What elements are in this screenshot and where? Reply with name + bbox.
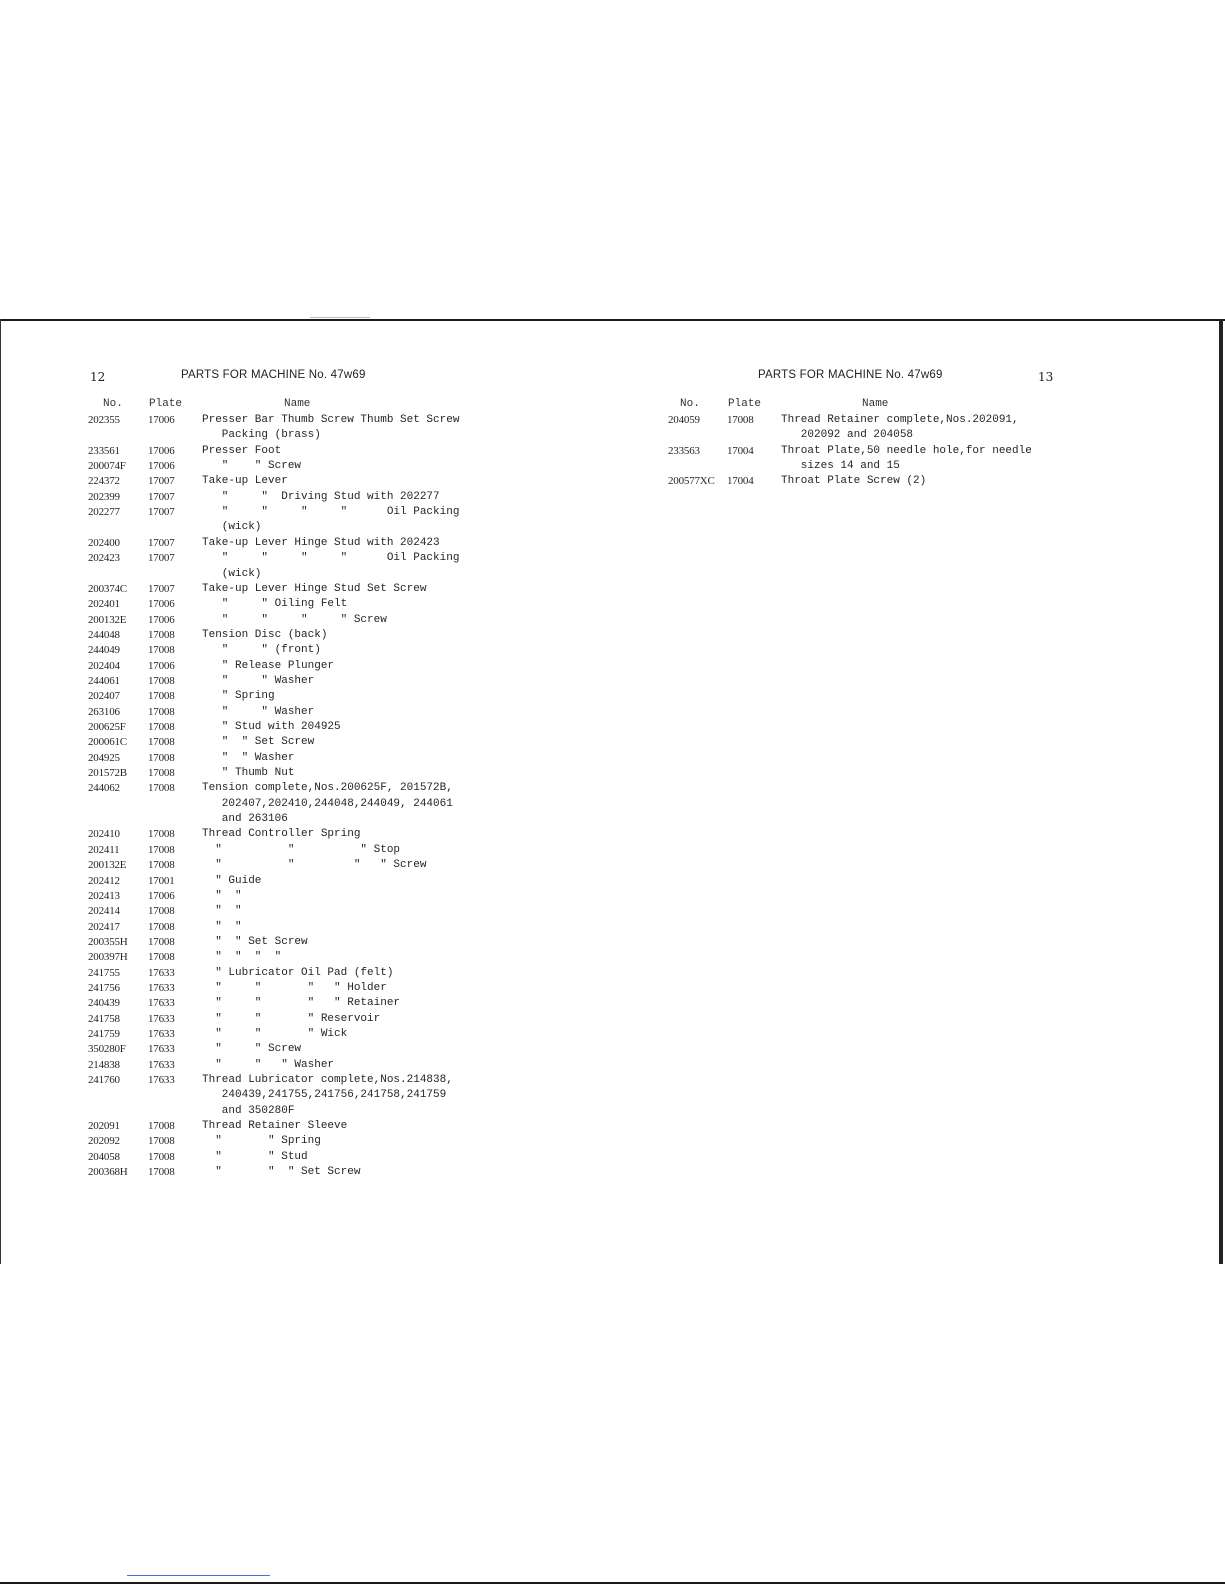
- table-row: [668, 413, 1068, 428]
- part-name: " " " ": [202, 951, 282, 964]
- part-number: 202277: [88, 506, 120, 519]
- plate-number: 17633: [148, 1074, 175, 1087]
- part-number: 201572B: [88, 767, 127, 780]
- plate-number: 17006: [148, 659, 175, 672]
- plate-number: 17008: [148, 843, 175, 856]
- plate-number: 17007: [148, 506, 175, 519]
- part-name: 202407,202410,244048,244049, 244061: [202, 797, 453, 810]
- part-number: 233561: [88, 444, 120, 457]
- part-number: 204925: [88, 751, 120, 764]
- table-row: [88, 827, 488, 842]
- table-row: [88, 720, 488, 735]
- table-row-continuation: [88, 797, 488, 812]
- part-number: 244061: [88, 674, 120, 687]
- part-number: 200397H: [88, 951, 128, 964]
- table-row: [88, 536, 488, 551]
- table-row: [88, 474, 488, 489]
- bottom-link-underline: [127, 1575, 270, 1576]
- plate-number: 17008: [148, 935, 175, 948]
- part-number: 202411: [88, 843, 120, 856]
- part-name: " ": [202, 889, 242, 902]
- part-name: " Stud with 204925: [202, 721, 341, 733]
- part-name: " " (front): [202, 644, 321, 657]
- plate-number: 17008: [148, 721, 175, 733]
- part-number: 204059: [668, 414, 700, 426]
- plate-number: 17633: [148, 1012, 175, 1025]
- table-row: [88, 659, 488, 674]
- table-row: [88, 874, 488, 889]
- column-header-plate: Plate: [728, 398, 762, 410]
- table-row: [88, 889, 488, 904]
- plate-number: 17008: [148, 690, 175, 703]
- column-header-name: Name: [284, 398, 311, 410]
- plate-number: 17001: [148, 874, 175, 887]
- table-row: [88, 1042, 488, 1057]
- part-name: " " Stud: [202, 1150, 308, 1163]
- plate-number: 17008: [148, 1120, 175, 1133]
- plate-number: 17008: [727, 414, 754, 426]
- part-name: " Guide: [202, 874, 262, 887]
- column-header-no: No.: [680, 398, 700, 410]
- table-row-continuation: [668, 428, 1068, 443]
- part-number: 200625F: [88, 721, 126, 733]
- part-number: 202401: [88, 598, 120, 611]
- part-name: Take-up Lever Hinge Stud with 202423: [202, 536, 440, 549]
- part-name: " " Driving Stud with 202277: [202, 490, 440, 503]
- part-name: 202092 and 204058: [781, 429, 914, 442]
- column-header-plate: Plate: [149, 398, 183, 410]
- table-row: [88, 582, 488, 597]
- plate-number: 17633: [148, 997, 175, 1010]
- table-row: [88, 413, 488, 428]
- part-number: 202091: [88, 1120, 120, 1133]
- table-row: [88, 490, 488, 505]
- part-name: (wick): [202, 567, 262, 580]
- plate-number: 17006: [148, 414, 175, 426]
- part-name: Take-up Lever: [202, 475, 288, 488]
- table-row: [88, 735, 488, 750]
- column-header-name: Name: [862, 398, 889, 410]
- plate-number: 17633: [148, 1043, 175, 1056]
- plate-number: 17006: [148, 889, 175, 902]
- part-name: " " Set Screw: [202, 736, 315, 749]
- plate-number: 17008: [148, 705, 175, 718]
- part-name: " " " Washer: [202, 1058, 335, 1071]
- plate-number: 17008: [148, 1150, 175, 1163]
- part-number: 240439: [88, 997, 120, 1010]
- part-name: Tension Disc (back): [202, 628, 328, 641]
- plate-number: 17008: [148, 1135, 175, 1148]
- part-name: 240439,241755,241756,241758,241759: [202, 1089, 447, 1102]
- part-name: " " Screw: [202, 1043, 302, 1056]
- part-name: " " " " Screw: [202, 613, 387, 626]
- part-name: Presser Foot: [202, 444, 282, 457]
- table-row: [88, 966, 488, 981]
- plate-number: 17007: [148, 490, 175, 503]
- part-number: 202404: [88, 659, 120, 672]
- page-number: 13: [1038, 370, 1054, 384]
- part-number: 241758: [88, 1012, 120, 1025]
- part-number: 202413: [88, 889, 120, 902]
- table-row: [88, 766, 488, 781]
- part-name: " " " Reservoir: [202, 1012, 381, 1025]
- running-title: PARTS FOR MACHINE No. 47w69: [181, 369, 366, 381]
- plate-number: 17008: [148, 751, 175, 764]
- part-number: 202423: [88, 552, 120, 565]
- part-name: " " " " Oil Packing: [202, 506, 460, 519]
- part-name: " " " " Screw: [202, 859, 427, 872]
- table-row: [88, 674, 488, 689]
- part-name: sizes 14 and 15: [781, 460, 900, 473]
- part-name: Packing (brass): [202, 429, 321, 442]
- part-number: 200074F: [88, 460, 126, 473]
- part-number: 224372: [88, 475, 120, 488]
- plate-number: 17007: [148, 552, 175, 565]
- table-row: [88, 643, 488, 658]
- part-name: " " Set Screw: [202, 935, 308, 948]
- table-row: [88, 781, 488, 796]
- part-name: " " Screw: [202, 460, 302, 473]
- part-number: 202355: [88, 414, 120, 426]
- top-rule-fragment: [310, 317, 370, 318]
- plate-number: 17008: [148, 628, 175, 641]
- table-row: [88, 981, 488, 996]
- table-row: [88, 751, 488, 766]
- part-name: and 263106: [202, 813, 288, 826]
- table-row: [88, 551, 488, 566]
- part-name: Take-up Lever Hinge Stud Set Screw: [202, 582, 427, 595]
- table-row: [88, 459, 488, 474]
- table-row: [88, 1150, 488, 1165]
- part-number: 244062: [88, 782, 120, 795]
- part-number: 202417: [88, 920, 120, 933]
- part-number: 204058: [88, 1150, 120, 1163]
- plate-number: 17008: [148, 859, 175, 872]
- part-number: 241756: [88, 981, 120, 994]
- part-name: and 350280F: [202, 1104, 295, 1117]
- part-name: " Thumb Nut: [202, 767, 295, 780]
- table-row: [88, 1012, 488, 1027]
- part-name: " " Spring: [202, 1135, 321, 1148]
- top-rule: [0, 319, 1225, 321]
- table-row: [88, 996, 488, 1011]
- table-row: [88, 1058, 488, 1073]
- part-name: Throat Plate,50 needle hole,for needle: [781, 444, 1032, 457]
- part-number: 233563: [668, 444, 700, 457]
- part-name: Throat Plate Screw (2): [781, 475, 927, 488]
- table-row: [88, 597, 488, 612]
- part-name: " " " Wick: [202, 1028, 348, 1040]
- part-number: 214838: [88, 1058, 120, 1071]
- table-row: [88, 1134, 488, 1149]
- part-number: 241755: [88, 966, 120, 979]
- part-number: 200368H: [88, 1166, 128, 1179]
- part-name: " " Washer: [202, 705, 315, 718]
- part-name: Thread Retainer Sleeve: [202, 1120, 348, 1133]
- table-row-continuation: [88, 812, 488, 827]
- part-name: " " " Set Screw: [202, 1166, 361, 1179]
- table-row-continuation: [88, 1088, 488, 1103]
- table-row: [88, 920, 488, 935]
- table-row-continuation: [668, 459, 1068, 474]
- plate-number: 17008: [148, 644, 175, 657]
- part-number: 241760: [88, 1074, 120, 1087]
- plate-number: 17008: [148, 905, 175, 918]
- table-row: [88, 1119, 488, 1134]
- plate-number: 17008: [148, 828, 175, 841]
- table-row: [88, 950, 488, 965]
- part-name: " " " " Holder: [202, 981, 387, 994]
- bottom-rule: [0, 1582, 1225, 1584]
- right-page-edge: [1219, 319, 1223, 1264]
- part-number: 202399: [88, 490, 120, 503]
- table-row: [88, 858, 488, 873]
- plate-number: 17633: [148, 1058, 175, 1071]
- part-number: 200355H: [88, 935, 128, 948]
- part-name: " " Washer: [202, 674, 315, 687]
- part-name: Thread Controller Spring: [202, 828, 361, 841]
- part-name: " " " Stop: [202, 843, 401, 856]
- part-name: " ": [202, 920, 242, 933]
- part-number: 202092: [88, 1135, 120, 1148]
- part-name: (wick): [202, 521, 262, 534]
- plate-number: 17008: [148, 951, 175, 964]
- plate-number: 17004: [727, 475, 754, 488]
- plate-number: 17633: [148, 981, 175, 994]
- part-name: " Spring: [202, 690, 275, 703]
- part-number: 244048: [88, 628, 120, 641]
- part-name: " " Washer: [202, 751, 295, 764]
- part-number: 244049: [88, 644, 120, 657]
- table-row: [88, 613, 488, 628]
- table-row: [88, 505, 488, 520]
- part-number: 263106: [88, 705, 120, 718]
- part-name: Tension complete,Nos.200625F, 201572B,: [202, 782, 453, 795]
- part-number: 200132E: [88, 859, 127, 872]
- table-row: [668, 444, 1068, 459]
- plate-number: 17008: [148, 674, 175, 687]
- part-name: " " Oiling Felt: [202, 598, 348, 611]
- plate-number: 17006: [148, 444, 175, 457]
- plate-number: 17008: [148, 736, 175, 749]
- part-name: Thread Retainer complete,Nos.202091,: [781, 414, 1019, 426]
- part-number: 202410: [88, 828, 120, 841]
- part-number: 200061C: [88, 736, 127, 749]
- plate-number: 17633: [148, 1028, 175, 1040]
- table-row-continuation: [88, 428, 488, 443]
- plate-number: 17008: [148, 767, 175, 780]
- plate-number: 17006: [148, 460, 175, 473]
- left-page-edge: [0, 319, 1, 1264]
- part-name: Thread Lubricator complete,Nos.214838,: [202, 1074, 453, 1087]
- plate-number: 17004: [727, 444, 754, 457]
- plate-number: 17008: [148, 1166, 175, 1179]
- table-row: [88, 628, 488, 643]
- table-row-continuation: [88, 520, 488, 535]
- table-row: [88, 843, 488, 858]
- part-name: " " " " Retainer: [202, 997, 401, 1010]
- part-number: 202412: [88, 874, 120, 887]
- part-number: 202414: [88, 905, 120, 918]
- part-name: " Lubricator Oil Pad (felt): [202, 966, 394, 979]
- plate-number: 17633: [148, 966, 175, 979]
- plate-number: 17006: [148, 613, 175, 626]
- part-name: " ": [202, 905, 242, 918]
- table-row: [668, 474, 1068, 489]
- table-row: [88, 1073, 488, 1088]
- plate-number: 17008: [148, 782, 175, 795]
- part-number: 241759: [88, 1028, 120, 1040]
- table-row-continuation: [88, 1104, 488, 1119]
- table-row-continuation: [88, 567, 488, 582]
- part-number: 202400: [88, 536, 120, 549]
- table-row: [88, 705, 488, 720]
- part-number: 200132E: [88, 613, 127, 626]
- part-number: 200577XC: [668, 475, 715, 488]
- part-name: " " " " Oil Packing: [202, 552, 460, 565]
- part-name: " Release Plunger: [202, 659, 335, 672]
- part-number: 200374C: [88, 582, 127, 595]
- plate-number: 17007: [148, 475, 175, 488]
- table-row: [88, 444, 488, 459]
- table-row: [88, 1027, 488, 1042]
- table-row: [88, 689, 488, 704]
- table-row: [88, 1165, 488, 1180]
- part-number: 202407: [88, 690, 120, 703]
- part-number: 350280F: [88, 1043, 126, 1056]
- column-header-no: No.: [103, 398, 123, 410]
- plate-number: 17007: [148, 536, 175, 549]
- table-row: [88, 935, 488, 950]
- page-number: 12: [90, 370, 106, 384]
- plate-number: 17008: [148, 920, 175, 933]
- table-row: [88, 904, 488, 919]
- part-name: Presser Bar Thumb Screw Thumb Set Screw: [202, 414, 460, 426]
- plate-number: 17007: [148, 582, 175, 595]
- running-title: PARTS FOR MACHINE No. 47w69: [758, 369, 943, 381]
- plate-number: 17006: [148, 598, 175, 611]
